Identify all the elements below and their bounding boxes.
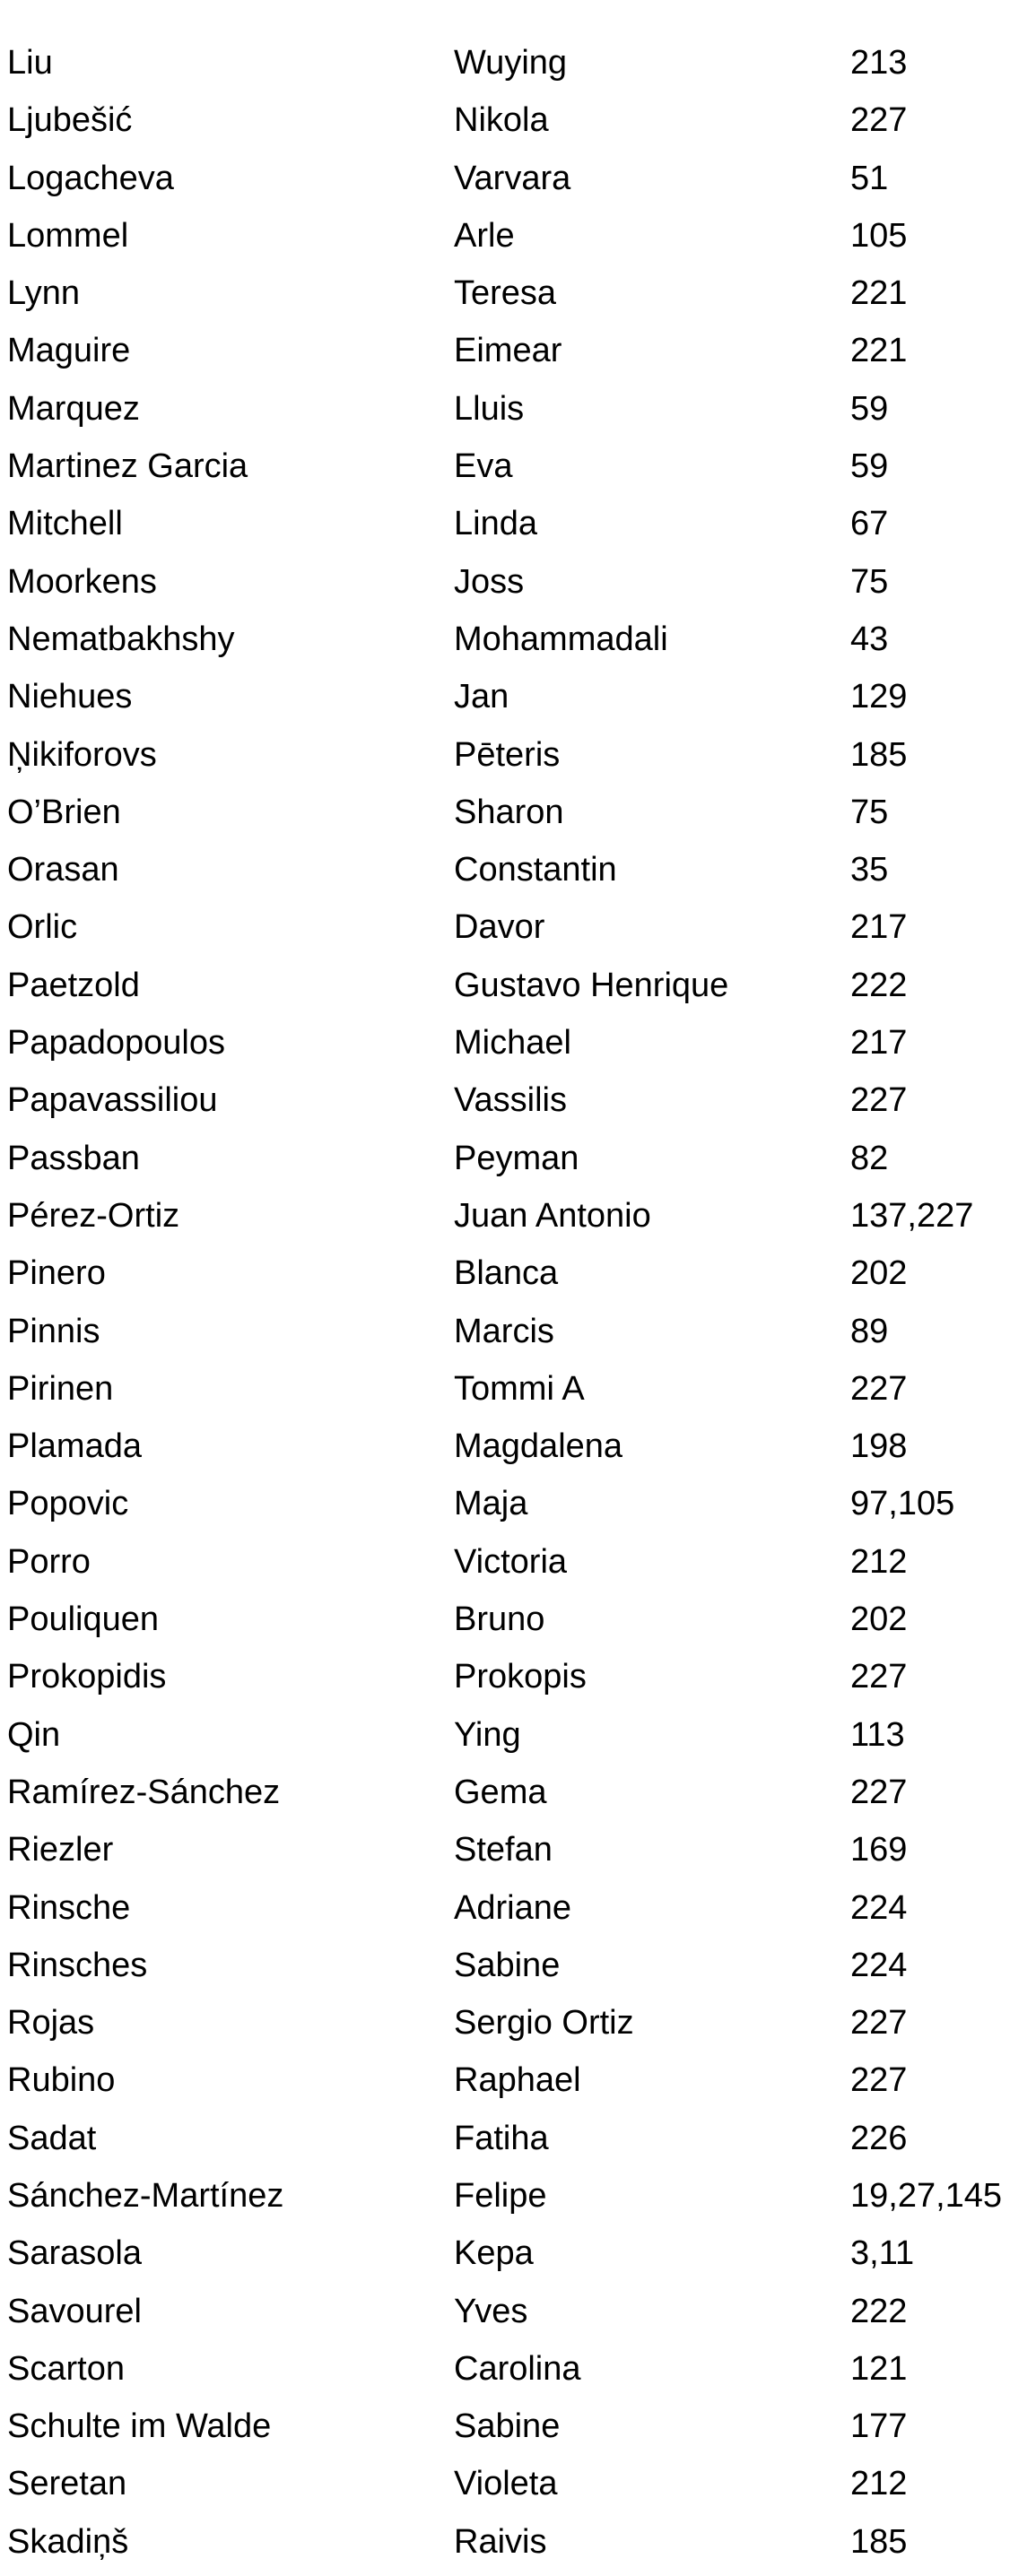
author-surname: Sadat xyxy=(7,2119,97,2157)
index-row xyxy=(0,91,1036,149)
author-given-name: Raivis xyxy=(454,2522,547,2561)
page-numbers: 227 xyxy=(850,1773,908,1811)
index-row xyxy=(0,726,1036,784)
author-surname: Liu xyxy=(7,44,53,82)
index-row xyxy=(0,1418,1036,1475)
author-given-name: Tommi A xyxy=(454,1369,585,1408)
page-numbers: 105 xyxy=(850,216,908,255)
index-row xyxy=(0,1187,1036,1245)
page-numbers: 121 xyxy=(850,2349,908,2388)
page-numbers: 67 xyxy=(850,505,889,543)
page-numbers: 19,27,145 xyxy=(850,2176,1003,2215)
author-surname: O’Brien xyxy=(7,793,121,831)
index-row xyxy=(0,2398,1036,2455)
page-numbers: 169 xyxy=(850,1831,908,1869)
index-row xyxy=(0,1821,1036,1878)
index-row xyxy=(0,898,1036,956)
page-numbers: 59 xyxy=(850,389,889,428)
index-row xyxy=(0,1014,1036,1071)
author-surname: Sarasola xyxy=(7,2234,142,2273)
index-row xyxy=(0,495,1036,552)
page-numbers: 129 xyxy=(850,678,908,716)
page-numbers: 221 xyxy=(850,274,908,313)
author-surname: Orlic xyxy=(7,908,78,947)
index-row xyxy=(0,957,1036,1014)
author-given-name: Raphael xyxy=(454,2061,581,2100)
author-given-name: Gustavo Henrique xyxy=(454,966,729,1004)
author-given-name: Gema xyxy=(454,1773,547,1811)
author-surname: Niehues xyxy=(7,678,133,716)
index-row xyxy=(0,1648,1036,1705)
index-row xyxy=(0,1130,1036,1187)
index-row xyxy=(0,2110,1036,2167)
page-numbers: 222 xyxy=(850,966,908,1004)
author-given-name: Sabine xyxy=(454,1946,561,1984)
author-given-name: Varvara xyxy=(454,159,571,197)
page-numbers: 222 xyxy=(850,2292,908,2330)
author-surname: Maguire xyxy=(7,332,131,370)
author-given-name: Ying xyxy=(454,1715,521,1754)
author-given-name: Eimear xyxy=(454,332,562,370)
author-given-name: Marcis xyxy=(454,1312,554,1350)
author-given-name: Lluis xyxy=(454,389,525,428)
index-row xyxy=(0,1994,1036,2051)
author-surname: Lommel xyxy=(7,216,129,255)
author-given-name: Maja xyxy=(454,1485,528,1523)
author-surname: Rubino xyxy=(7,2061,116,2100)
author-given-name: Felipe xyxy=(454,2176,547,2215)
index-row xyxy=(0,2167,1036,2225)
author-given-name: Blanca xyxy=(454,1254,559,1293)
page-numbers: 202 xyxy=(850,1254,908,1293)
index-row xyxy=(0,1706,1036,1764)
author-given-name: Pēteris xyxy=(454,735,561,774)
index-row xyxy=(0,2225,1036,2282)
author-surname: Passban xyxy=(7,1139,140,1177)
page-numbers: 221 xyxy=(850,332,908,370)
author-surname: Seretan xyxy=(7,2465,127,2503)
author-surname: Ņikiforovs xyxy=(7,735,157,774)
author-given-name: Teresa xyxy=(454,274,557,313)
author-surname: Papavassiliou xyxy=(7,1081,218,1120)
index-row xyxy=(0,1071,1036,1129)
author-given-name: Michael xyxy=(454,1024,571,1062)
author-surname: Martinez Garcia xyxy=(7,447,248,486)
author-given-name: Arle xyxy=(454,216,515,255)
index-row xyxy=(0,1245,1036,1302)
index-row xyxy=(0,34,1036,91)
page-numbers: 224 xyxy=(850,1888,908,1927)
page-numbers: 113 xyxy=(850,1715,905,1754)
index-row xyxy=(0,1475,1036,1532)
author-given-name: Wuying xyxy=(454,44,568,82)
index-row xyxy=(0,1360,1036,1418)
author-surname: Ramírez-Sánchez xyxy=(7,1773,281,1811)
index-row xyxy=(0,1879,1036,1937)
author-surname: Logacheva xyxy=(7,159,174,197)
page-numbers: 177 xyxy=(850,2407,908,2446)
index-row xyxy=(0,2340,1036,2398)
index-row xyxy=(0,611,1036,668)
page-numbers: 137,227 xyxy=(850,1196,974,1235)
index-row xyxy=(0,2513,1036,2571)
author-given-name: Vassilis xyxy=(454,1081,567,1120)
page-numbers: 202 xyxy=(850,1600,908,1639)
page-numbers: 212 xyxy=(850,1542,908,1581)
author-surname: Schulte im Walde xyxy=(7,2407,272,2446)
author-surname: Rinsches xyxy=(7,1946,148,1984)
author-surname: Moorkens xyxy=(7,562,157,601)
author-surname: Paetzold xyxy=(7,966,140,1004)
author-surname: Pinero xyxy=(7,1254,106,1293)
author-surname: Mitchell xyxy=(7,505,123,543)
page-numbers: 198 xyxy=(850,1427,908,1466)
author-surname: Savourel xyxy=(7,2292,142,2330)
index-row xyxy=(0,322,1036,379)
author-surname: Marquez xyxy=(7,389,140,428)
author-surname: Rojas xyxy=(7,2004,95,2043)
page-numbers: 51 xyxy=(850,159,889,197)
author-surname: Pirinen xyxy=(7,1369,114,1408)
author-surname: Riezler xyxy=(7,1831,114,1869)
author-given-name: Kepa xyxy=(454,2234,534,2273)
page-numbers: 227 xyxy=(850,2061,908,2100)
page-numbers: 227 xyxy=(850,101,908,140)
author-given-name: Stefan xyxy=(454,1831,553,1869)
page-numbers: 226 xyxy=(850,2119,908,2157)
author-given-name: Sharon xyxy=(454,793,564,831)
index-row xyxy=(0,1303,1036,1360)
author-surname: Pinnis xyxy=(7,1312,100,1350)
author-surname: Rinsche xyxy=(7,1888,131,1927)
author-given-name: Magdalena xyxy=(454,1427,623,1466)
index-row xyxy=(0,841,1036,898)
index-row xyxy=(0,2455,1036,2512)
page-numbers: 3,11 xyxy=(850,2234,915,2273)
author-surname: Qin xyxy=(7,1715,61,1754)
author-surname: Pouliquen xyxy=(7,1600,160,1639)
index-row xyxy=(0,438,1036,495)
author-given-name: Prokopis xyxy=(454,1658,587,1696)
author-surname: Plamada xyxy=(7,1427,142,1466)
author-given-name: Yves xyxy=(454,2292,528,2330)
author-surname: Lynn xyxy=(7,274,80,313)
page-numbers: 213 xyxy=(850,44,908,82)
author-surname: Scarton xyxy=(7,2349,125,2388)
index-row xyxy=(0,150,1036,207)
author-surname: Pérez-Ortiz xyxy=(7,1196,180,1235)
index-row xyxy=(0,1764,1036,1821)
author-surname: Papadopoulos xyxy=(7,1024,225,1062)
index-row xyxy=(0,380,1036,438)
author-surname: Orasan xyxy=(7,851,119,889)
page-numbers: 212 xyxy=(850,2465,908,2503)
author-surname: Sánchez-Martínez xyxy=(7,2176,284,2215)
author-given-name: Victoria xyxy=(454,1542,568,1581)
author-given-name: Adriane xyxy=(454,1888,571,1927)
author-given-name: Sabine xyxy=(454,2407,561,2446)
author-given-name: Peyman xyxy=(454,1139,579,1177)
page-numbers: 43 xyxy=(850,620,889,658)
author-given-name: Joss xyxy=(454,562,525,601)
author-given-name: Mohammadali xyxy=(454,620,668,658)
page-numbers: 227 xyxy=(850,1369,908,1408)
author-given-name: Davor xyxy=(454,908,545,947)
index-row xyxy=(0,1591,1036,1648)
author-given-name: Fatiha xyxy=(454,2119,549,2157)
author-surname: Prokopidis xyxy=(7,1658,167,1696)
page-numbers: 217 xyxy=(850,908,908,947)
index-row xyxy=(0,1533,1036,1591)
page-numbers: 224 xyxy=(850,1946,908,1984)
page-numbers: 59 xyxy=(850,447,889,486)
author-surname: Nematbakhshy xyxy=(7,620,235,658)
author-given-name: Sergio Ortiz xyxy=(454,2004,634,2043)
author-given-name: Constantin xyxy=(454,851,617,889)
page-numbers: 227 xyxy=(850,1081,908,1120)
author-surname: Skadiņš xyxy=(7,2522,129,2561)
page-numbers: 97,105 xyxy=(850,1485,955,1523)
index-row xyxy=(0,784,1036,841)
page-numbers: 35 xyxy=(850,851,889,889)
page-numbers: 89 xyxy=(850,1312,889,1350)
page-numbers: 82 xyxy=(850,1139,889,1177)
index-row xyxy=(0,1937,1036,1994)
page-numbers: 227 xyxy=(850,1658,908,1696)
index-row xyxy=(0,2051,1036,2109)
author-given-name: Juan Antonio xyxy=(454,1196,651,1235)
page-numbers: 217 xyxy=(850,1024,908,1062)
page-numbers: 185 xyxy=(850,2522,908,2561)
author-surname: Porro xyxy=(7,1542,91,1581)
index-row xyxy=(0,553,1036,611)
page-numbers: 185 xyxy=(850,735,908,774)
author-given-name: Nikola xyxy=(454,101,549,140)
page-numbers: 75 xyxy=(850,793,889,831)
page-numbers: 75 xyxy=(850,562,889,601)
author-given-name: Carolina xyxy=(454,2349,581,2388)
index-row xyxy=(0,668,1036,725)
author-given-name: Jan xyxy=(454,678,509,716)
index-row xyxy=(0,207,1036,265)
author-surname: Ljubešić xyxy=(7,101,133,140)
index-row xyxy=(0,2283,1036,2340)
author-given-name: Eva xyxy=(454,447,513,486)
author-given-name: Violeta xyxy=(454,2465,558,2503)
author-surname: Popovic xyxy=(7,1485,129,1523)
page-numbers: 227 xyxy=(850,2004,908,2043)
author-given-name: Bruno xyxy=(454,1600,545,1639)
author-given-name: Linda xyxy=(454,505,537,543)
index-row xyxy=(0,265,1036,322)
